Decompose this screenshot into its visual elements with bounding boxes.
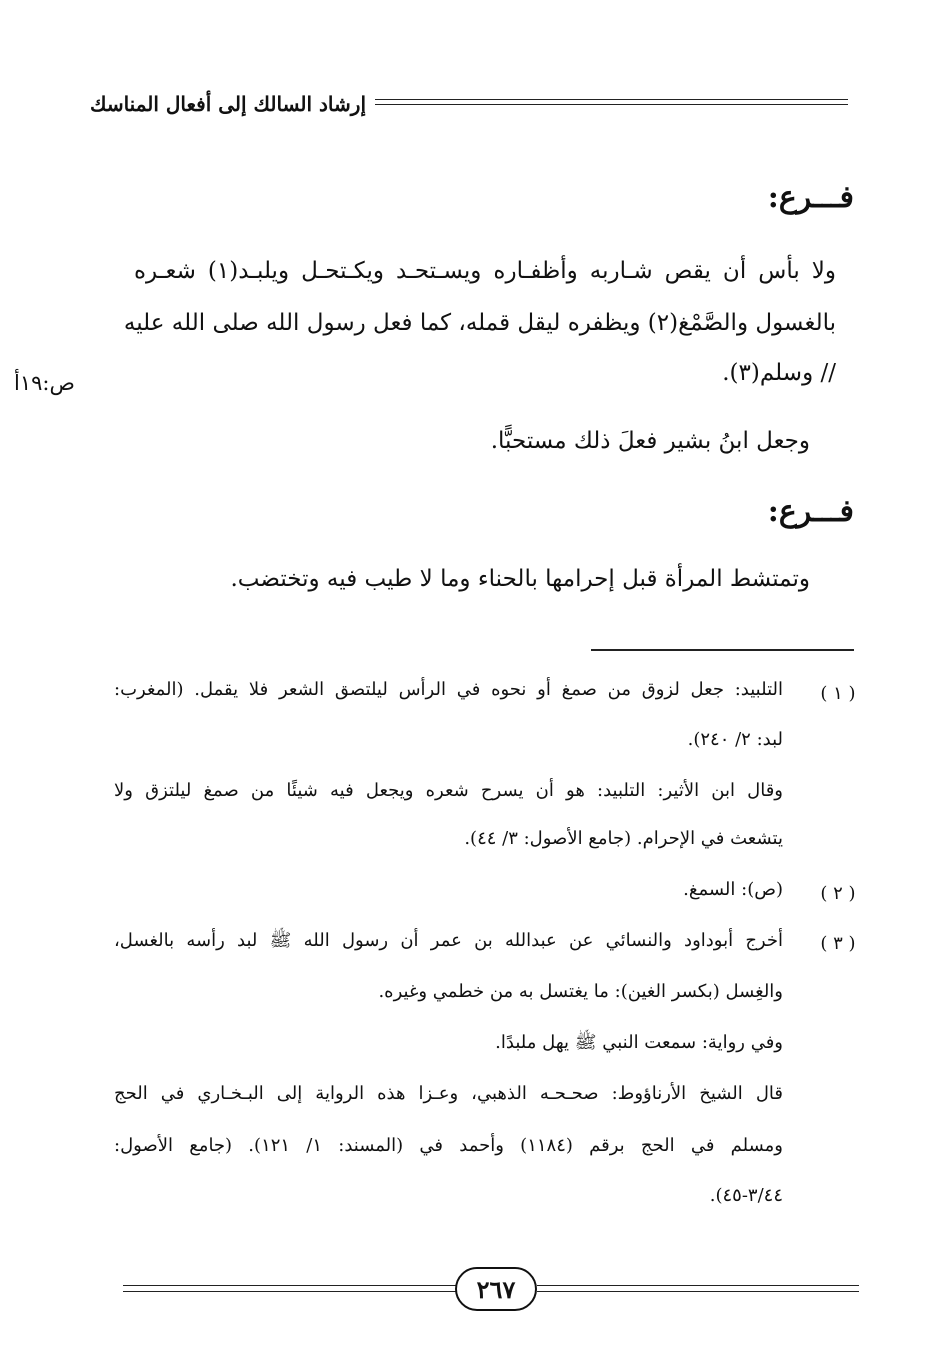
margin-manuscript-note: ص:١٩أ — [14, 371, 75, 395]
body-line-5: وتمتشط المرأة قبل إحرامها بالحناء وما لا طيب فيه وتختضب. — [230, 566, 810, 592]
body-line-1: ولا بأس أن يقص شـاربه وأظفـاره ويسـتحـد ويكـتحـل ويلبـد(١) شعـره — [134, 258, 836, 284]
section-heading-1: فـــرع: — [767, 180, 854, 215]
footnote-number-3: ( ٣ ) — [820, 933, 856, 954]
footnote-number-1: ( ١ ) — [820, 683, 856, 704]
header-rule-top — [375, 99, 848, 100]
header-rule-bottom — [375, 104, 848, 105]
page-number-text: ٢٦٧ — [476, 1274, 516, 1304]
running-header-title: إرشاد السالك إلى أفعال المناسك — [89, 92, 366, 116]
footer-rule-right-bottom — [537, 1291, 859, 1292]
footnote-3-line-1: أخرج أبوداود والنسائي عن عبدالله بن عمر أن رسول الله ﷺ لبد رأسه بالغسل، — [114, 930, 783, 951]
footnote-3-line-6: ٣/٤٤-٤٥). — [709, 1185, 783, 1206]
footnote-separator — [591, 649, 854, 651]
footnote-2-line-1: (ص): السمغ. — [683, 879, 783, 900]
body-line-2: بالغسول والصَّمْغ(٢) ويظفره ليقل قمله، كما فعل رسول الله صلى الله عليه — [123, 310, 836, 336]
page-number — [455, 1267, 537, 1311]
body-line-3: // وسلم(٣). — [722, 360, 836, 386]
footnote-3-line-3: وفي رواية: سمعت النبي ﷺ يهل ملبدًا. — [495, 1032, 783, 1053]
footer-rule-left-bottom — [123, 1291, 456, 1292]
footnote-number-2: ( ٢ ) — [820, 883, 856, 904]
footnote-3-line-2: والغِسل (بكسر الغين): ما يغتسل به من خطمي وغيره. — [378, 981, 783, 1002]
footer-rule-right-top — [537, 1285, 859, 1286]
footnote-1-line-1: التلبيد: جعل لزوق من صمغ أو نحوه في الرأس ليلتصق الشعر فلا يقمل. (المغرب: — [114, 679, 783, 700]
footnote-1-line-3: وقال ابن الأثير: التلبيد: هو أن يسرح شعره ويجعل فيه شيئًا من صمغ ليلتزق ولا — [114, 780, 783, 801]
footnote-3-line-4: قال الشيخ الأرناؤوط: صحـحـه الذهبي، وعـزا هذه الرواية إلى البـخـاري في الحج — [114, 1083, 783, 1104]
footer-rule-left-top — [123, 1285, 456, 1286]
footnote-1-line-2: لبد: ٢/ ٢٤٠). — [687, 729, 783, 750]
footnote-3-line-5: ومسلم في الحج برقم (١١٨٤) وأحمد في (المسند: ١/ ١٢١). (جامع الأصول: — [114, 1135, 783, 1156]
section-heading-2: فـــرع: — [767, 494, 854, 529]
body-line-4: وجعل ابنُ بشير فعلَ ذلك مستحبًّا. — [490, 428, 810, 454]
footnote-1-line-4: يتشعث في الإحرام. (جامع الأصول: ٣/ ٤٤). — [464, 828, 783, 849]
